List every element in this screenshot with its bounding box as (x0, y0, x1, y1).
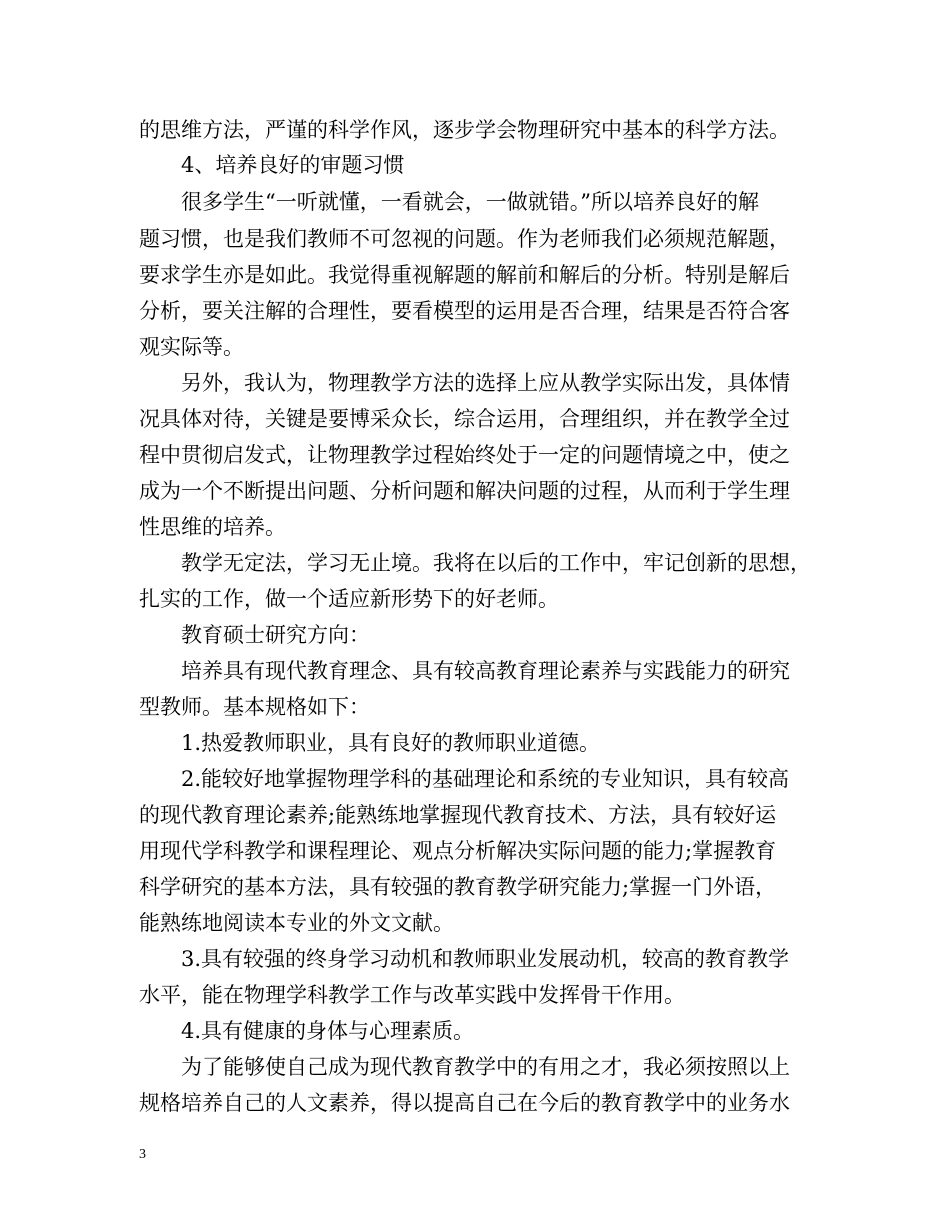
text-line: 很多学生“一听就懂，一看就会，一做就错。”所以培养良好的解 (139, 190, 759, 214)
page-number: 3 (139, 1147, 146, 1162)
text-line: 的思维方法，严谨的科学作风，逐步学会物理研究中基本的科学方法。 (139, 118, 790, 142)
text-line: 要求学生亦是如此。我觉得重视解题的解前和解后的分析。特别是解后 (139, 263, 790, 287)
list-item: 4.具有健康的身体与心理素质。 (139, 1019, 475, 1043)
text-line: 水平，能在物理学科教学工作与改革实践中发挥骨干作用。 (139, 983, 685, 1007)
text-line: 另外，我认为，物理教学方法的选择上应从教学实际出发，具体情 (139, 371, 790, 395)
list-item: 1.热爱教师职业，具有良好的教师职业道德。 (139, 731, 601, 755)
text-line: 规格培养自己的人文素养，得以提高自己在今后的教育教学中的业务水 (139, 1091, 790, 1115)
text-line: 分析，要关注解的合理性，要看模型的运用是否合理，结果是否符合客 (139, 299, 790, 323)
text-line: 4、培养良好的审题习惯 (139, 153, 405, 177)
list-item: 2.能较好地掌握物理学科的基础理论和系统的专业知识，具有较高 (139, 767, 790, 791)
list-item: 3.具有较强的终身学习动机和教师职业发展动机，较高的教育教学 (139, 947, 790, 971)
text-line: 型教师。基本规格如下： (139, 695, 370, 719)
text-line: 为了能够使自己成为现代教育教学中的有用之才，我必须按照以上 (139, 1055, 790, 1079)
text-line: 况具体对待，关键是要博采众长，综合运用，合理组织，并在教学全过 (139, 407, 790, 431)
text-line: 性思维的培养。 (139, 515, 286, 539)
text-line: 观实际等。 (139, 335, 244, 359)
text-line: 的现代教育理论素养;能熟练地掌握现代教育技术、方法，具有较好运 (139, 803, 777, 827)
section-heading: 教育硕士研究方向： (139, 623, 370, 647)
text-line: 扎实的工作，做一个适应新形势下的好老师。 (139, 587, 559, 611)
text-line: 教学无定法，学习无止境。我将在以后的工作中，牢记创新的思想， (139, 551, 811, 575)
text-line: 能熟练地阅读本专业的外文文献。 (139, 911, 454, 935)
text-line: 题习惯，也是我们教师不可忽视的问题。作为老师我们必须规范解题， (139, 227, 790, 251)
text-line: 用现代学科教学和课程理论、观点分析解决实际问题的能力;掌握教育 (139, 839, 777, 863)
text-line: 培养具有现代教育理念、具有较高教育理论素养与实践能力的研究 (139, 659, 790, 683)
text-line: 成为一个不断提出问题、分析问题和解决问题的过程，从而利于学生理 (139, 479, 790, 503)
text-line: 程中贯彻启发式，让物理教学过程始终处于一定的问题情境之中，使之 (139, 443, 790, 467)
text-line: 科学研究的基本方法，具有较强的教育教学研究能力;掌握一门外语， (139, 875, 777, 899)
